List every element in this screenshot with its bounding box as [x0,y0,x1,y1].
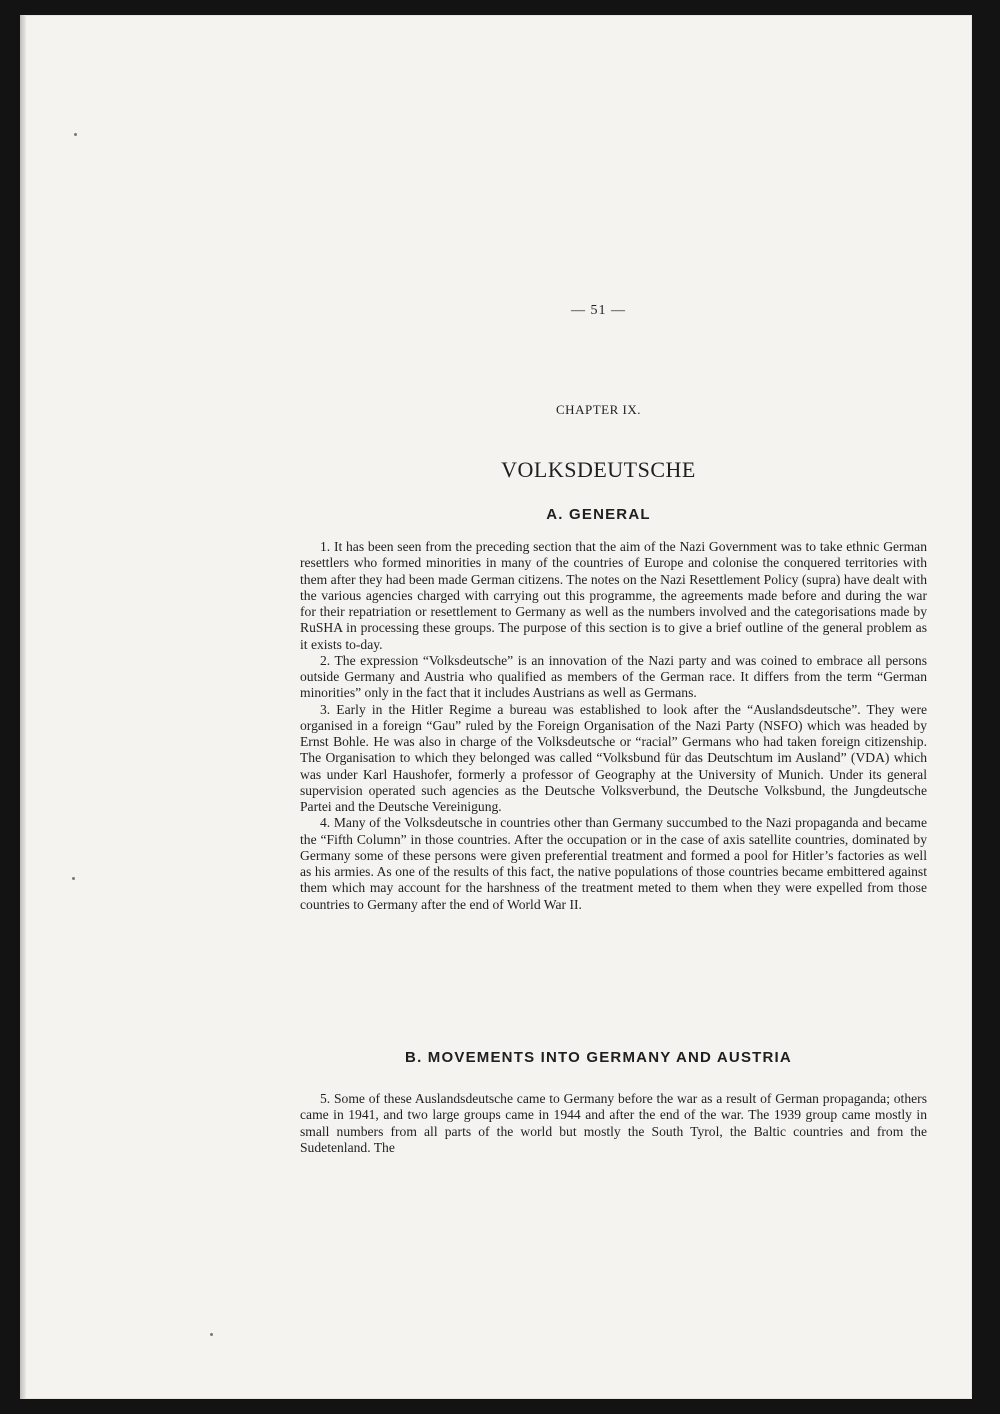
page-binding-edge [20,15,26,1399]
paragraph-2: 2. The expression “Volksdeutsche” is an innovation of the Nazi party and was coined to embrace all persons outside Germany and Austria who qualified as members of the German race. It differs from the term “German minorities” only in the fact that it includes Austrians as well as Germans. [300,652,927,701]
page-number: — 51 — [571,303,626,318]
paragraph-1: 1. It has been seen from the preceding section that the aim of the Nazi Government was to take ethnic German resettlers who formed minorities in many of the countries of Europe and colonise the conquered territories with them after they had been made German citizens. The notes on the Nazi Resettlement Policy (supra) have dealt with the various agencies charged with carrying out this programme, the agreements made before and during the war for their repatriation or resettlement to Germany as well as the numbers involved and the categorisations made by RuSHA in processing these groups. The purpose of this section is to give a brief outline of the general problem as it exists to-day. [300,539,927,652]
paragraph-3: 3. Early in the Hitler Regime a bureau was established to look after the “Auslandsdeutsche”. They were organised in a foreign “Gau” ruled by the Foreign Organisation of the Nazi Party (NSFO) which was headed by Ernst Bohle. He was also in charge of the Volksdeutsche or “racial” Germans who had taken foreign citizenship. The Organisation to which they belonged was called “Volksbund für das Deutschtum im Ausland” (VDA) which was under Karl Haushofer, formerly a professor of Geography at the University of Munich. Under its general supervision operated such agencies as the Deutsche Volksverbund, the Deutsche Volksbund, the Jungdeutsche Partei and the Deutsche Vereinigung. [300,701,927,814]
section-heading-movements: B. MOVEMENTS INTO GERMANY AND AUSTRIA [405,1049,792,1066]
paper-speck [210,1333,213,1336]
section-general-body [300,539,927,913]
chapter-label: CHAPTER IX. [556,402,641,417]
paragraph-5: 5. Some of these Auslandsdeutsche came to Germany before the war as a result of German propaganda; others came in 1941, and two large groups came in 1944 and after the end of the war. The 1939 group came mostly in small numbers from all parts of the world but mostly the South Tyrol, the Baltic countries and from the Sudetenland. The [300,1091,927,1155]
section-heading-general: A. GENERAL [546,506,651,523]
section-movements-body [300,1091,927,1156]
paragraph-4: 4. Many of the Volksdeutsche in countries other than Germany succumbed to the Nazi propaganda and became the “Fifth Column” in those countries. After the occupation or in the case of axis satellite countries, dominated by Germany some of these persons were given preferential treatment and formed a pool for Hitler’s factories as well as his armies. As one of the results of this fact, the native populations of those countries became embittered against them which may account for the harshness of the treatment meted to them when they were expelled from those countries to Germany after the end of World War II. [300,815,927,912]
document-page [20,15,972,1399]
chapter-title: VOLKSDEUTSCHE [501,457,696,482]
paper-speck [74,133,77,136]
paper-speck [72,877,75,880]
